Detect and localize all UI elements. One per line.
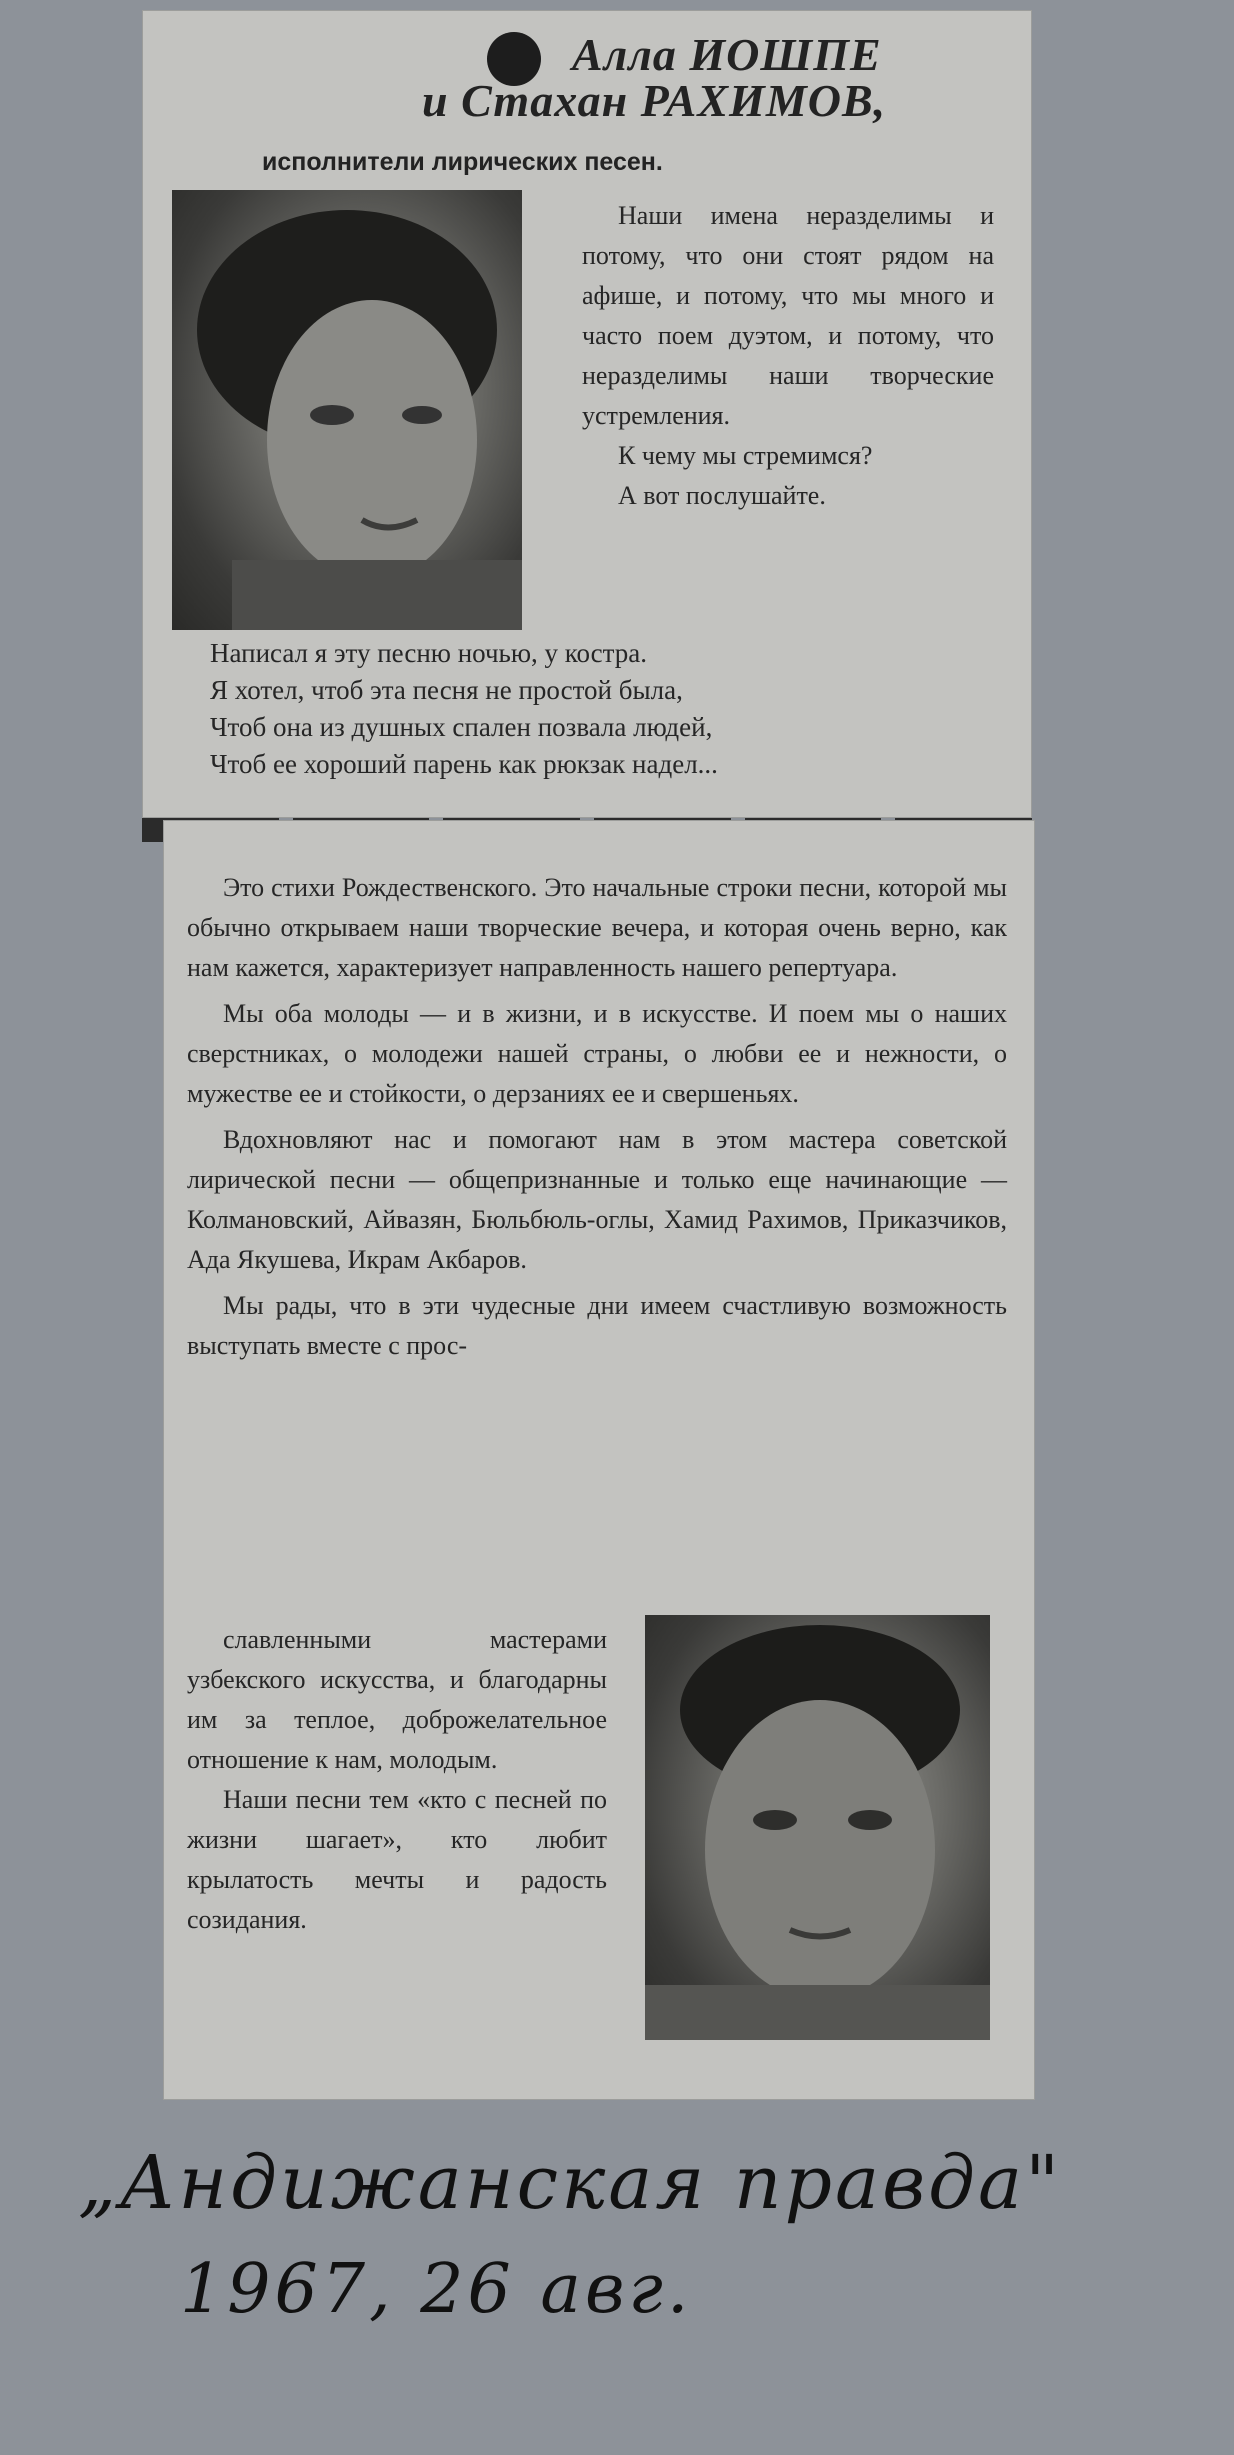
handwritten-source: „Андижанская правда" [78,2140,1063,2226]
headline-line-1: Алла ИОШПЕ [572,29,882,80]
portrait-photo-woman [172,190,522,630]
body-paragraph: славленными мастерами узбекского искусства, и благодарны им за теплое, доброжелательное отношение к нам, молодым. [187,1625,607,1774]
poem-line: Чтоб ее хороший парень как рюкзак надел... [210,749,718,779]
wrap-text [187,1620,607,1940]
body-paragraph: Мы оба молоды — и в жизни, и в искусстве. И поем мы о наших сверстниках, о молодежи нашей страны, о любви ее и нежности, о мужестве ее и стойкости, о дерзаниях ее и свершеньях. [187,999,1007,1108]
portrait-photo-man [645,1615,990,2040]
clipping-top [142,10,1032,818]
handwritten-date: 1967, 26 авг. [180,2250,693,2329]
main-text [187,868,1007,1372]
headline-line-2: и Стахан РАХИМОВ, [422,75,887,126]
article-subtitle: исполнители лирических песен. [262,148,663,176]
clipping-bottom [163,820,1035,2100]
intro-paragraph: К чему мы стремимся? [618,441,873,470]
intro-paragraph: Наши имена неразделимы и потому, что они стоят рядом на афише, и потому, что мы много и часто поем дуэтом, и потому, что неразделимы наши творческие устремления. [582,201,994,430]
poem-line: Я хотел, чтоб эта песня не простой была, [210,675,683,705]
body-paragraph: Наши песни тем «кто с песней по жизни шагает», кто любит крылатость мечты и радость созидания. [187,1785,607,1934]
poem-line: Чтоб она из душных спален позвала людей, [210,712,713,742]
body-paragraph: Мы рады, что в эти чудесные дни имеем счастливую возможность выступать вместе с прос- [187,1291,1007,1360]
poem-line: Написал я эту песню ночью, у костра. [210,638,648,668]
poem-quote [210,635,1010,783]
body-paragraph: Вдохновляют нас и помогают нам в этом мастера советской лирической песни — общепризнанные и только еще начинающие — Колмановский, Айвазян, Бюльбюль-оглы, Хамид Рахимов, Приказчиков, Ада Якушева, Икрам Акбаров. [187,1125,1007,1274]
intro-text [582,196,994,516]
body-paragraph: Это стихи Рождественского. Это начальные строки песни, которой мы обычно открываем наши творческие вечера, и которая очень верно, как нам кажется, характеризует направленность нашего репертуара. [187,873,1007,982]
intro-paragraph: А вот послушайте. [618,481,826,510]
